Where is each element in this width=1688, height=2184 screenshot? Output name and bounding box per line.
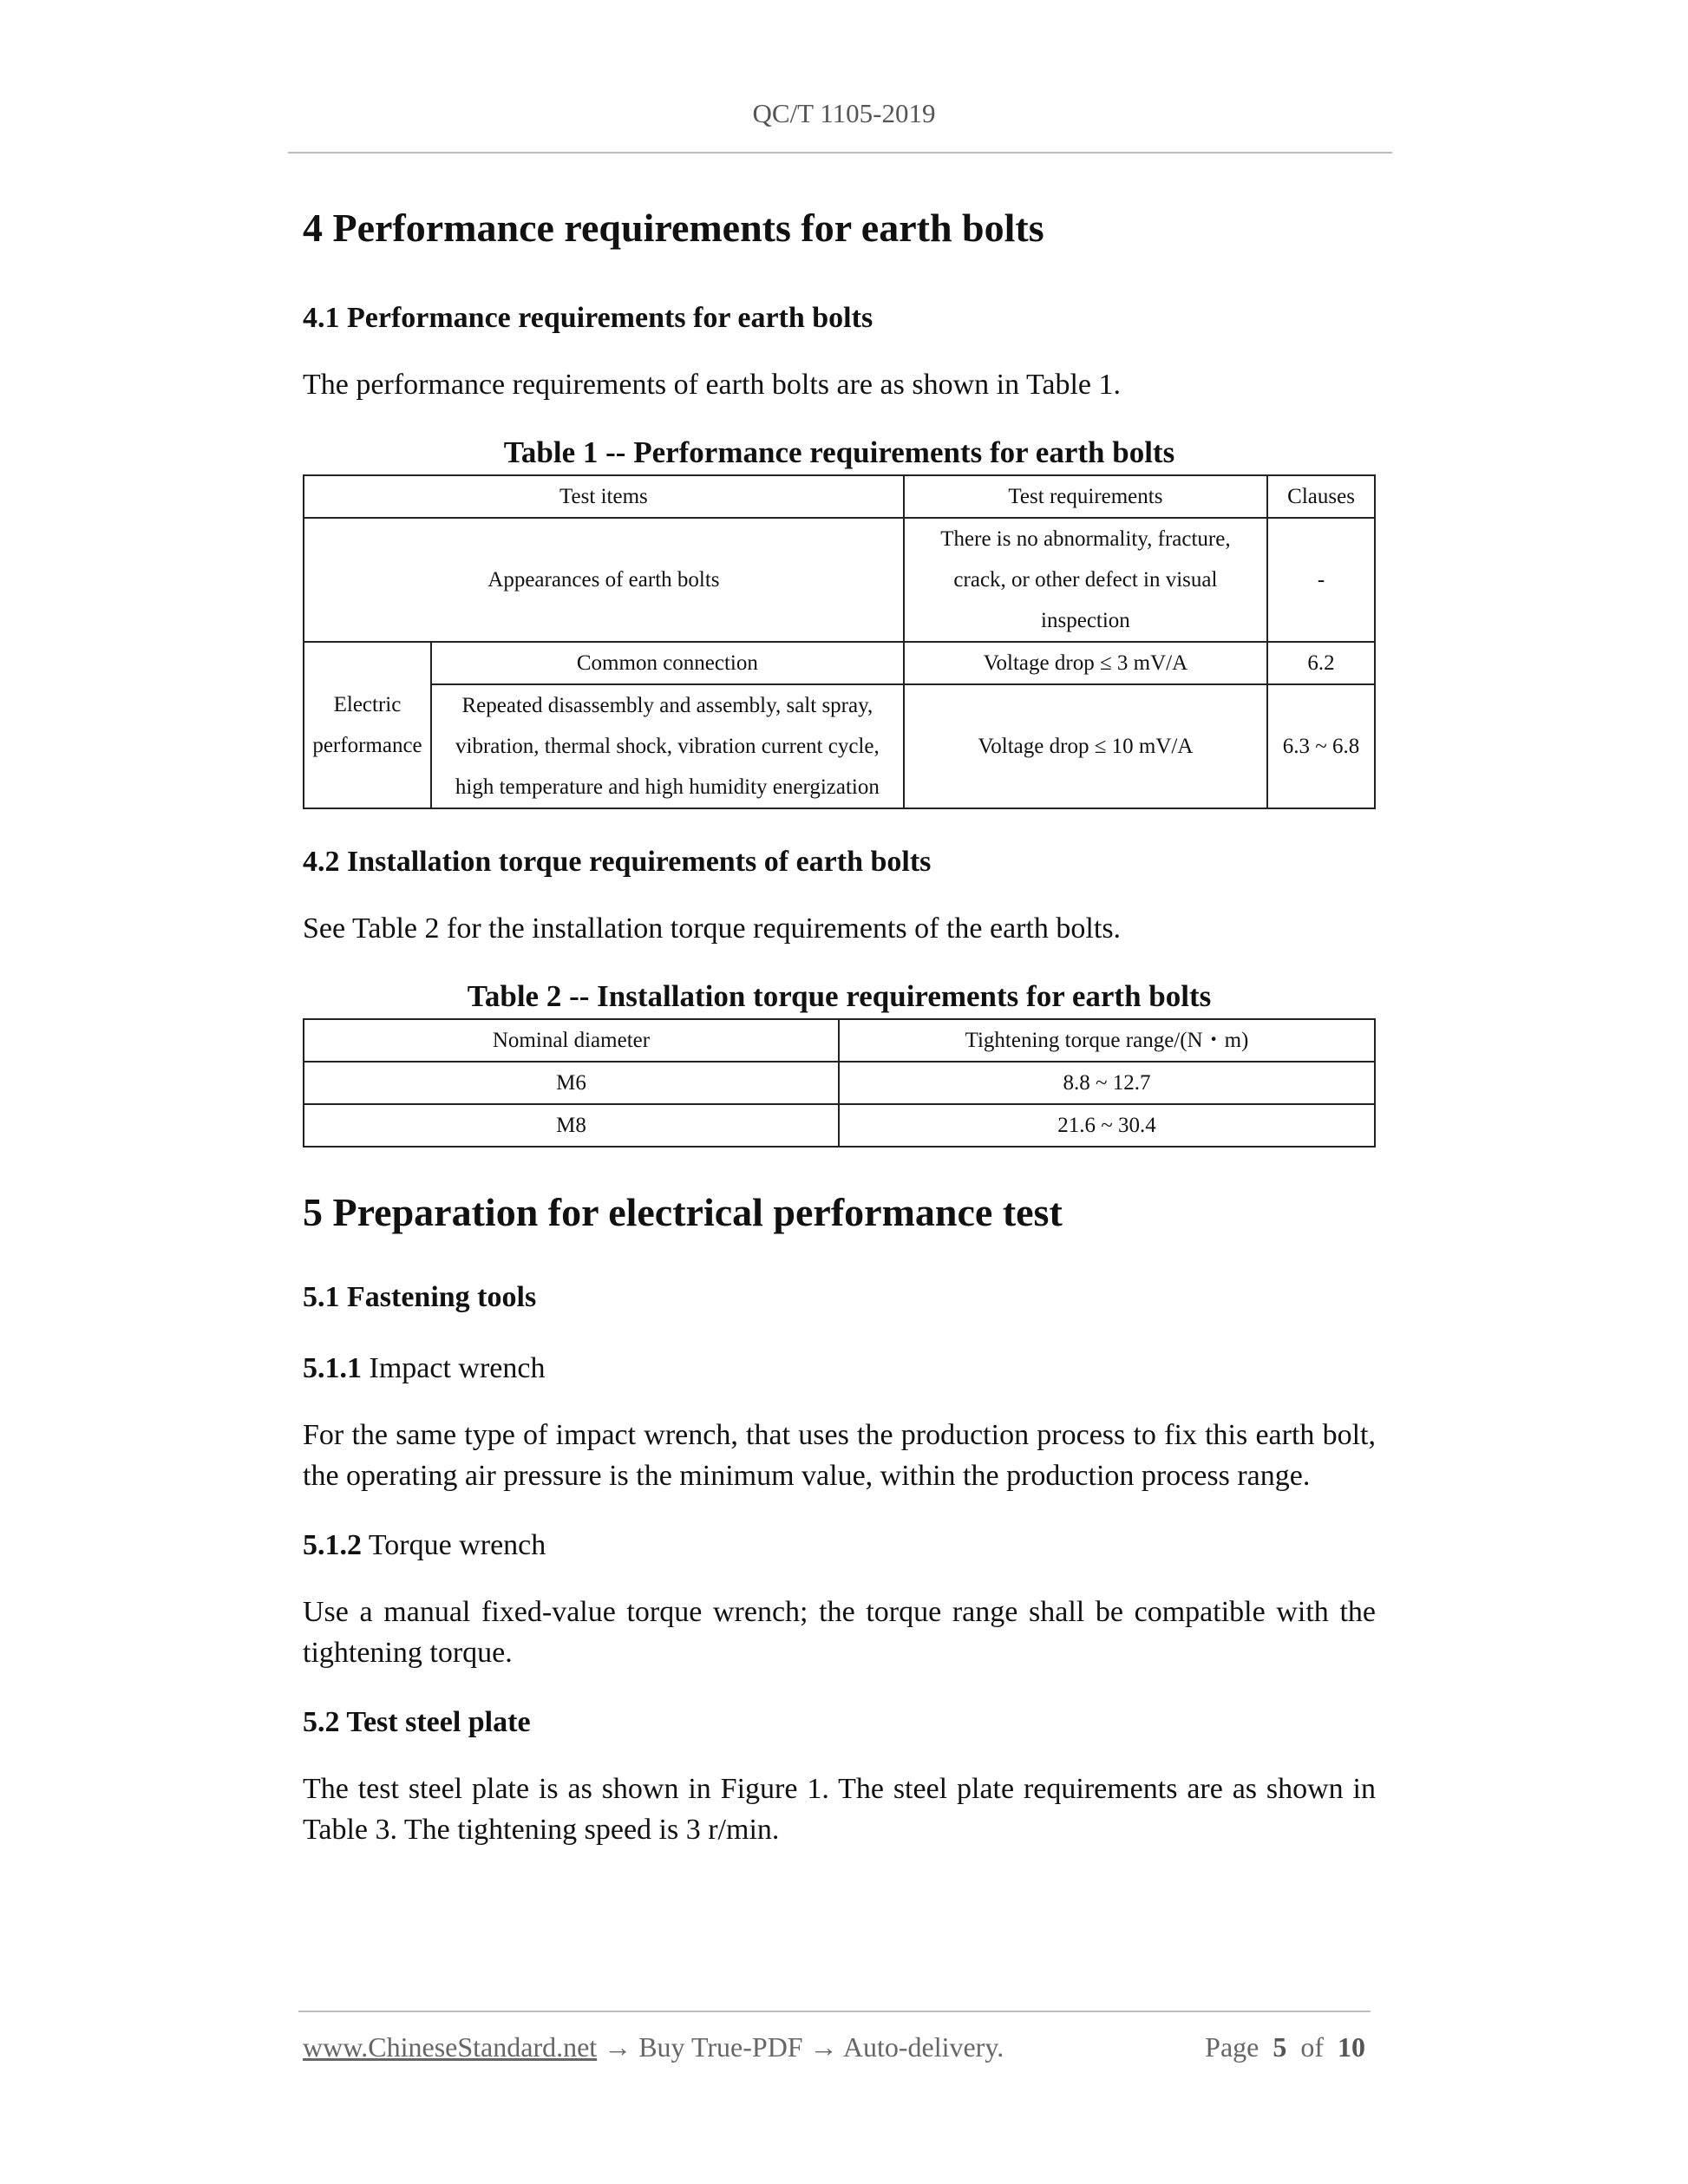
- table-2-cell-torque: 21.6 ~ 30.4: [839, 1104, 1375, 1147]
- table-2-caption: Table 2 -- Installation torque requirements for earth bolts: [467, 979, 1212, 1013]
- table-1: [303, 474, 1376, 809]
- table-1-cell-item: Appearances of earth bolts: [304, 518, 904, 642]
- table-2-cell-diameter: M8: [304, 1104, 839, 1147]
- table-1-cell-requirement: There is no abnormality, fracture, crack, or other defect in visual inspection: [904, 518, 1267, 642]
- section-5-1-2-heading: [303, 1510, 1376, 1581]
- website-link[interactable]: www.ChineseStandard.net: [303, 2031, 598, 2063]
- page-number: [1205, 2031, 1365, 2063]
- table-1-cell-clause: 6.3 ~ 6.8: [1267, 684, 1375, 808]
- table-1-cell-item: Common connection: [431, 642, 904, 684]
- page-total: 10: [1338, 2031, 1365, 2063]
- section-5-1-heading: 5.1 Fastening tools: [303, 1281, 537, 1313]
- table-row: [304, 1104, 1375, 1147]
- section-5-1-1-heading: [303, 1333, 1376, 1404]
- table-1-cell-requirement: Voltage drop ≤ 10 mV/A: [904, 684, 1267, 808]
- table-row: [304, 518, 1375, 642]
- page-content: [303, 193, 1376, 1864]
- table-row: [304, 684, 1375, 808]
- section-4-1-text: The performance requirements of earth bolts are as shown in Table 1.: [303, 369, 1121, 401]
- table-2-header-diameter: Nominal diameter: [304, 1019, 839, 1062]
- section-5-1-2-text: Use a manual fixed-value torque wrench; the torque range shall be compatible with the tightening torque.: [303, 1596, 1376, 1669]
- table-1-caption: Table 1 -- Performance requirements for earth bolts: [503, 435, 1175, 469]
- table-1-cell-clause: -: [1267, 518, 1375, 642]
- section-5-2-heading: 5.2 Test steel plate: [303, 1706, 531, 1738]
- table-2-cell-torque: 8.8 ~ 12.7: [839, 1062, 1375, 1104]
- table-2-header-torque: Tightening torque range/(N・m): [839, 1019, 1375, 1062]
- page-label: Page: [1205, 2031, 1259, 2063]
- section-4-2-heading: 4.2 Installation torque requirements of earth bolts: [303, 846, 932, 878]
- page-of: of: [1300, 2031, 1324, 2063]
- table-1-header-row: [304, 475, 1375, 518]
- arrow-right-icon: →: [809, 2031, 838, 2063]
- section-4-heading: 4 Performance requirements for earth bolts: [303, 206, 1044, 250]
- header-divider: [288, 152, 1392, 154]
- page-header: QC/T 1105-2019: [752, 98, 936, 128]
- table-2-header-row: [304, 1019, 1375, 1062]
- section-5-heading: 5 Preparation for electrical performance test: [303, 1190, 1063, 1234]
- table-2-cell-diameter: M6: [304, 1062, 839, 1104]
- table-2: [303, 1018, 1376, 1148]
- table-row: [304, 642, 1375, 684]
- table-1-cell-item: Repeated disassembly and assembly, salt spray, vibration, thermal shock, vibration current cycle, high temperature and high humidity energization: [431, 684, 904, 808]
- table-1-group-label: Electric performance: [304, 642, 431, 808]
- table-1-cell-requirement: Voltage drop ≤ 3 mV/A: [904, 642, 1267, 684]
- arrow-right-icon: →: [604, 2031, 632, 2063]
- section-5-1-1-number: 5.1.1: [303, 1352, 362, 1384]
- table-1-cell-clause: 6.2: [1267, 642, 1375, 684]
- buy-pdf-text: Buy True-PDF: [638, 2031, 803, 2063]
- section-4-2-text: See Table 2 for the installation torque requirements of the earth bolts.: [303, 912, 1122, 945]
- section-5-2-text: The test steel plate is as shown in Figure 1. The steel plate requirements are as shown in Table 3. The tightening speed is 3 r/min.: [303, 1773, 1376, 1846]
- section-5-1-1-text: For the same type of impact wrench, that uses the production process to fix this earth bolt, the operating air pressure is the minimum value, within the production process range.: [303, 1419, 1376, 1492]
- table-row: [304, 1062, 1375, 1104]
- table-1-header-test-items: Test items: [304, 475, 904, 518]
- table-1-header-clauses: Clauses: [1267, 475, 1375, 518]
- auto-delivery-text: Auto-delivery.: [842, 2031, 1004, 2063]
- section-5-1-2-title: Torque wrench: [368, 1529, 546, 1561]
- page-current: 5: [1273, 2031, 1287, 2063]
- section-4-1-heading: 4.1 Performance requirements for earth bolts: [303, 302, 873, 334]
- section-5-1-1-title: Impact wrench: [369, 1352, 546, 1384]
- section-5-1-2-number: 5.1.2: [303, 1529, 362, 1561]
- table-1-header-test-requirements: Test requirements: [904, 475, 1267, 518]
- footer-divider: [298, 2011, 1371, 2012]
